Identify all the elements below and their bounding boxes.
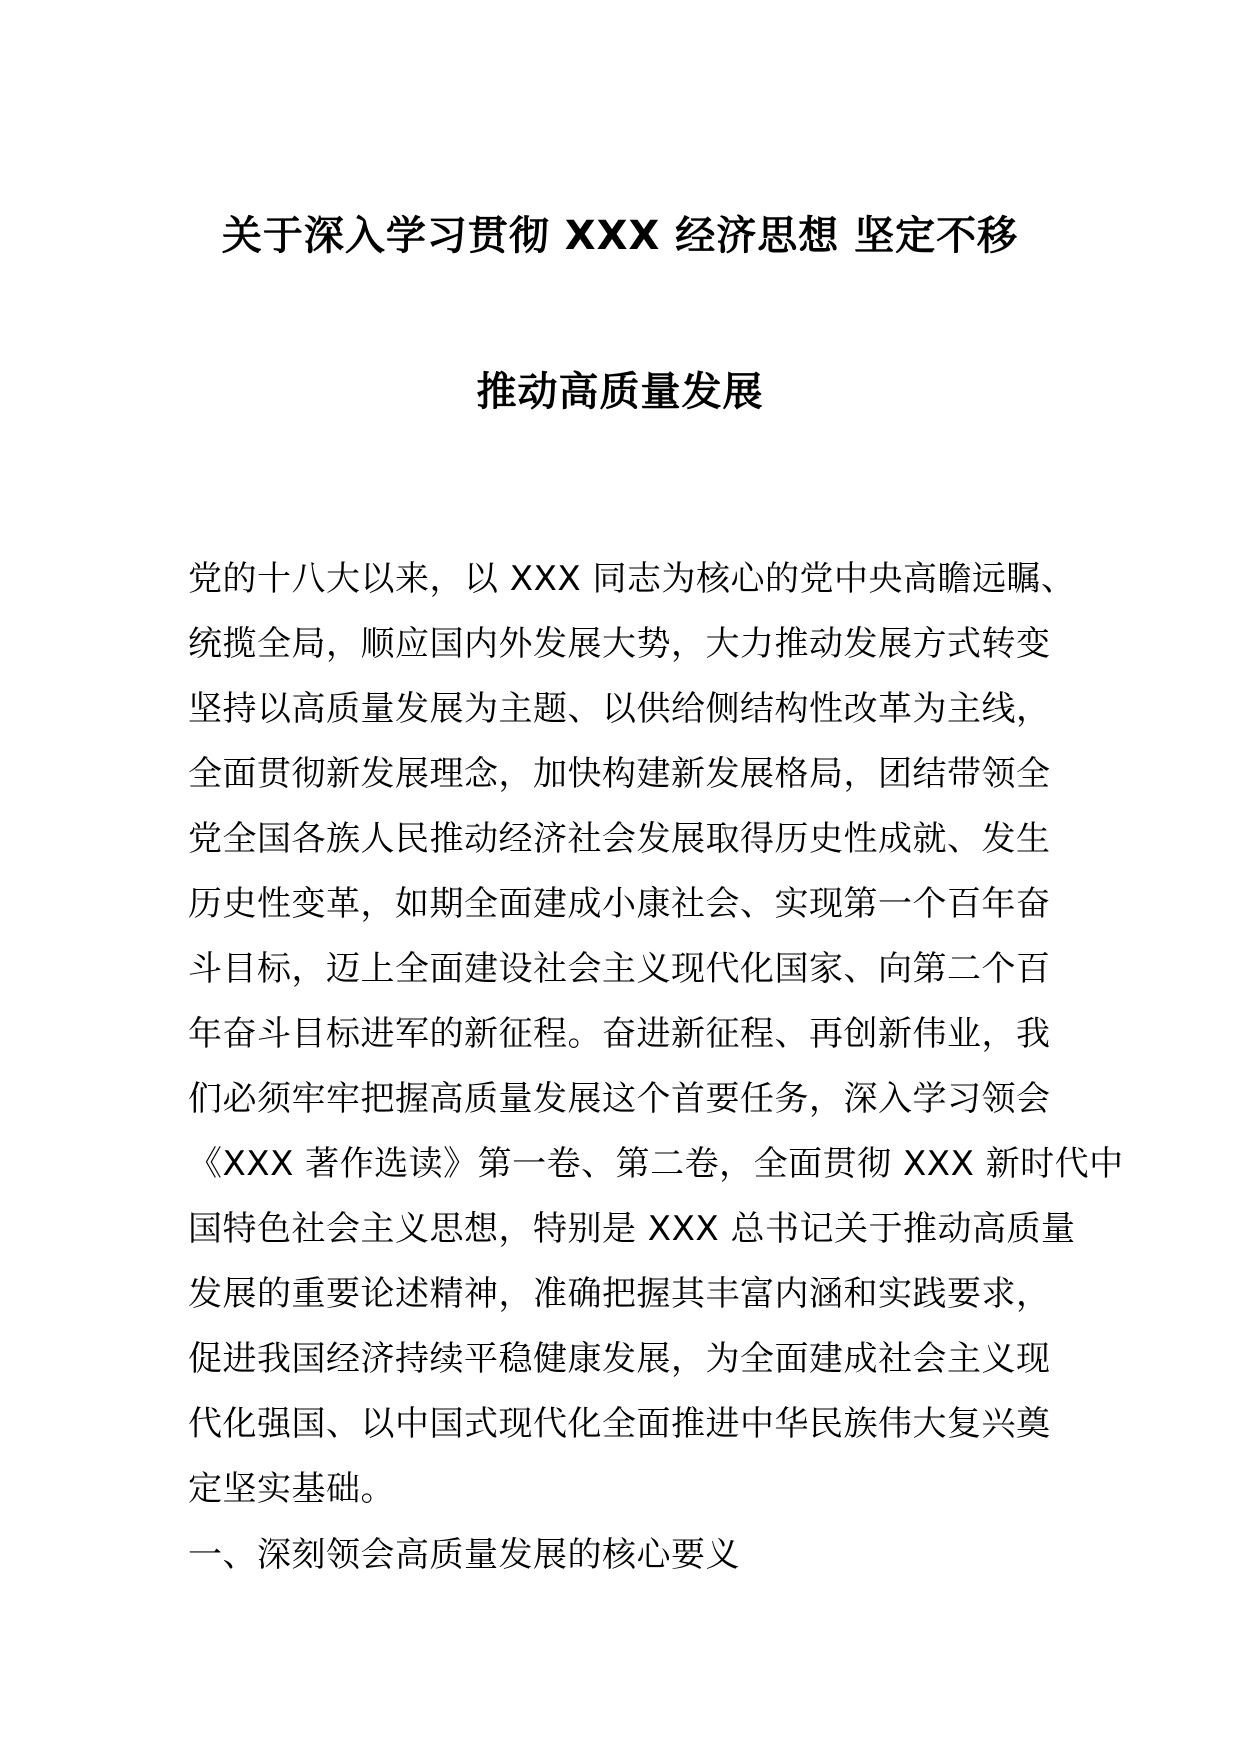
- document-title-line-2: 推动高质量发展: [476, 369, 764, 415]
- body-line: 们必须牢牢把握高质量发展这个首要任务，深入学习领会: [188, 1079, 1051, 1119]
- body-line: 发展的重要论述精神，准确把握其丰富内涵和实践要求，: [188, 1274, 1051, 1314]
- body-line: 定坚实基础。: [188, 1469, 395, 1509]
- body-line: 国特色社会主义思想，特别是 XXX 总书记关于推动高质量: [188, 1209, 1076, 1249]
- body-paragraph: [188, 547, 1124, 1522]
- body-line: 党全国各族人民推动经济社会发展取得历史性成就、发生: [188, 819, 1051, 859]
- body-line: 历史性变革，如期全面建成小康社会、实现第一个百年奋: [188, 884, 1051, 924]
- body-line: 斗目标，迈上全面建设社会主义现代化国家、向第二个百: [188, 949, 1051, 989]
- section-heading: 一、深刻领会高质量发展的核心要义: [188, 1535, 740, 1575]
- body-line: 代化强国、以中国式现代化全面推进中华民族伟大复兴奠: [188, 1404, 1051, 1444]
- body-line: 全面贯彻新发展理念，加快构建新发展格局，团结带领全: [188, 754, 1051, 794]
- body-line: 促进我国经济持续平稳健康发展，为全面建成社会主义现: [188, 1339, 1051, 1379]
- body-line: 年奋斗目标进军的新征程。奋进新征程、再创新伟业，我: [188, 1014, 1051, 1054]
- document-title-line-1: 关于深入学习贯彻 XXX 经济思想 坚定不移: [221, 213, 1019, 259]
- body-line: 坚持以高质量发展为主题、以供给侧结构性改革为主线，: [188, 689, 1051, 729]
- body-line: 党的十八大以来，以 XXX 同志为核心的党中央高瞻远瞩、: [188, 559, 1076, 599]
- body-line: 统揽全局，顺应国内外发展大势，大力推动发展方式转变: [188, 624, 1051, 664]
- body-line: 《XXX 著作选读》第一卷、第二卷，全面贯彻 XXX 新时代中: [188, 1144, 1124, 1184]
